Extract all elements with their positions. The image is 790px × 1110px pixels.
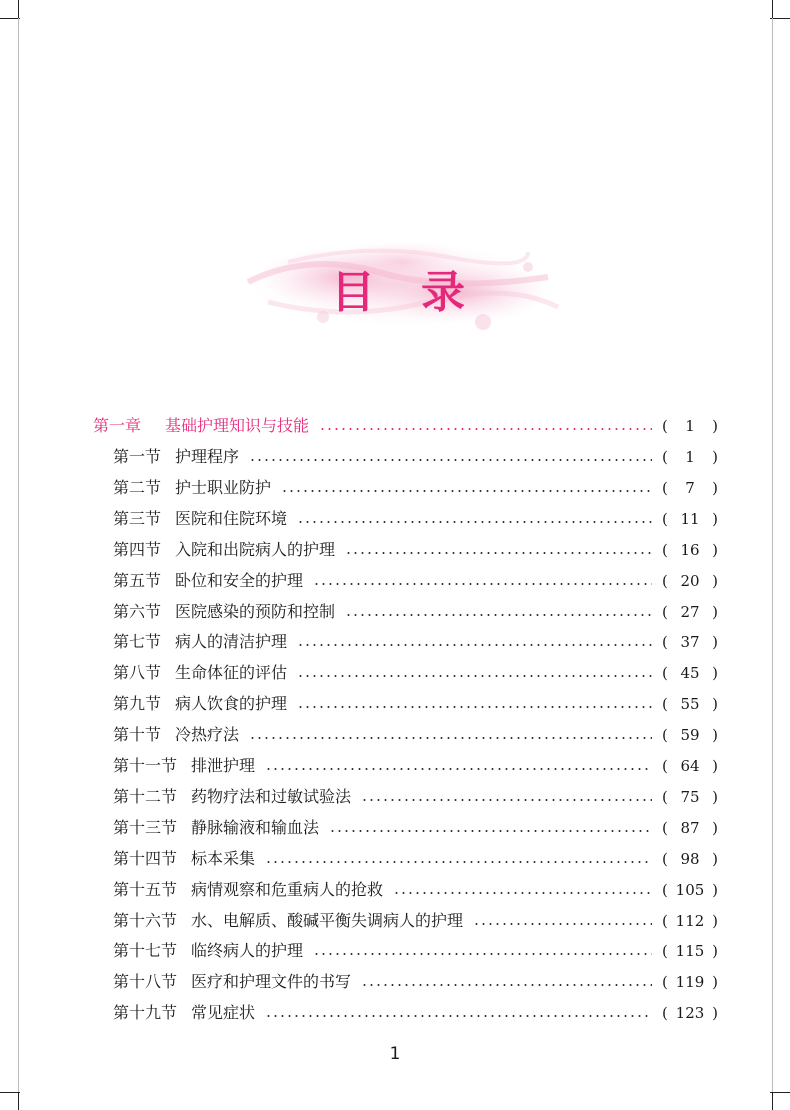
section-label: 生命体征的评估 — [175, 663, 288, 683]
section-label: 卧位和安全的护理 — [175, 570, 304, 590]
section-label: 静脉输液和输血法 — [191, 817, 320, 837]
page-ref: ( 20 ) — [662, 566, 718, 596]
page-number: 112 — [675, 911, 705, 930]
toc-section-row[interactable] — [113, 844, 718, 874]
toc-chapter-row[interactable] — [93, 411, 718, 441]
page-number: 98 — [680, 849, 700, 868]
section-number: 第七节 — [113, 632, 162, 652]
toc-section-row[interactable] — [113, 473, 718, 503]
toc-section-row[interactable] — [113, 936, 718, 966]
section-number: 第十三节 — [113, 817, 178, 837]
page-number: 45 — [680, 664, 700, 683]
toc-section-row[interactable] — [113, 720, 718, 750]
dot-leader — [345, 552, 652, 554]
dot-leader — [297, 706, 652, 708]
page-ref: ( 123 ) — [662, 998, 718, 1028]
dot-leader — [249, 459, 652, 461]
page-ref: ( 1 ) — [662, 411, 718, 441]
toc-section-row[interactable] — [113, 751, 718, 781]
page-border-left — [18, 18, 19, 1092]
toc-section-row[interactable] — [113, 566, 718, 596]
section-number: 第四节 — [113, 539, 162, 559]
toc-section-row[interactable] — [113, 627, 718, 657]
page-number: 7 — [685, 478, 695, 497]
page-ref: ( 16 ) — [662, 535, 718, 565]
page-number: 115 — [675, 942, 705, 961]
page-ref: ( 55 ) — [662, 689, 718, 719]
section-label: 护理程序 — [175, 447, 240, 466]
dot-leader — [319, 428, 652, 430]
section-number: 第十九节 — [113, 1003, 178, 1023]
dot-leader — [393, 892, 652, 894]
section-number: 第五节 — [113, 570, 162, 590]
page-number: 11 — [680, 509, 700, 528]
page-number: 37 — [680, 633, 700, 652]
section-number: 第十五节 — [113, 879, 178, 899]
page-ref: ( 37 ) — [662, 627, 718, 657]
dot-leader — [361, 799, 652, 801]
section-label: 标本采集 — [191, 848, 256, 868]
page-ref: ( 115 ) — [662, 936, 718, 966]
dot-leader — [297, 521, 652, 523]
page-number: 87 — [680, 818, 700, 837]
chapter-number: 第一章 — [93, 416, 142, 435]
page-ref: ( 1 ) — [662, 442, 718, 472]
section-label: 常见症状 — [191, 1003, 256, 1023]
dot-leader — [313, 953, 652, 955]
section-label: 病人的清洁护理 — [175, 632, 288, 652]
page-ref: ( 59 ) — [662, 720, 718, 750]
section-label: 护士职业防护 — [175, 477, 272, 497]
toc-section-row[interactable] — [113, 813, 718, 843]
section-label: 排泄护理 — [191, 756, 256, 775]
dot-leader — [329, 830, 652, 832]
section-label: 医院感染的预防和控制 — [175, 601, 336, 621]
toc-section-row[interactable] — [113, 875, 718, 905]
section-label: 临终病人的护理 — [191, 941, 304, 961]
page-number: 64 — [680, 757, 700, 775]
section-number: 第八节 — [113, 663, 162, 683]
section-number: 第一节 — [113, 447, 162, 466]
page-ref: ( 7 ) — [662, 473, 718, 503]
page-title: 目录 — [331, 267, 511, 318]
crop-mark — [0, 18, 20, 19]
dot-leader — [313, 583, 652, 585]
toc-section-row[interactable] — [113, 998, 718, 1028]
section-label: 冷热疗法 — [175, 725, 240, 745]
section-number: 第十节 — [113, 725, 162, 745]
section-number: 第九节 — [113, 694, 162, 714]
toc-section-row[interactable] — [113, 782, 718, 812]
page-border-right — [772, 18, 773, 1092]
toc-section-row[interactable] — [113, 442, 718, 472]
page-number: 27 — [680, 602, 700, 621]
chapter-label: 基础护理知识与技能 — [165, 416, 310, 435]
section-label: 医院和住院环境 — [175, 508, 288, 528]
page-ref: ( 27 ) — [662, 597, 718, 627]
page-ref: ( 119 ) — [662, 967, 718, 997]
folio-page-number: 1 — [389, 1044, 401, 1064]
toc-section-row[interactable] — [113, 658, 718, 688]
section-number: 第六节 — [113, 601, 162, 621]
toc-section-row[interactable] — [113, 906, 718, 936]
page-ref: ( 87 ) — [662, 813, 718, 843]
section-label: 病情观察和危重病人的抢救 — [191, 879, 384, 899]
page-ref: ( 98 ) — [662, 844, 718, 874]
section-number: 第十七节 — [113, 941, 178, 961]
section-number: 第二节 — [113, 477, 162, 497]
crop-mark — [770, 18, 790, 19]
crop-mark — [18, 0, 19, 20]
dot-leader — [281, 490, 652, 492]
page-number: 119 — [675, 973, 705, 992]
toc-title-block — [228, 222, 568, 352]
page-number: 55 — [680, 695, 700, 714]
toc-section-row[interactable] — [113, 597, 718, 627]
toc-section-row[interactable] — [113, 504, 718, 534]
section-label: 入院和出院病人的护理 — [175, 539, 336, 559]
page-ref: ( 11 ) — [662, 504, 718, 534]
section-number: 第十一节 — [113, 756, 178, 775]
section-label: 药物疗法和过敏试验法 — [191, 786, 352, 806]
dot-leader — [473, 923, 652, 925]
crop-mark — [772, 1092, 773, 1110]
page-ref: ( 64 ) — [662, 751, 718, 781]
section-label: 医疗和护理文件的书写 — [191, 972, 352, 992]
crop-mark — [770, 1092, 790, 1093]
page-number: 75 — [680, 787, 700, 806]
dot-leader — [297, 675, 652, 677]
page-number: 16 — [680, 540, 700, 559]
dot-leader — [249, 737, 652, 739]
dot-leader — [297, 644, 652, 646]
page-ref: ( 105 ) — [662, 875, 718, 905]
page-number: 59 — [680, 726, 700, 745]
section-label: 病人饮食的护理 — [175, 694, 288, 714]
toc-section-row[interactable] — [113, 967, 718, 997]
page-ref: ( 112 ) — [662, 906, 718, 936]
page-number: 1 — [685, 448, 695, 466]
dot-leader — [361, 984, 652, 986]
dot-leader — [265, 768, 652, 770]
page-number: 123 — [675, 1004, 705, 1023]
section-number: 第十四节 — [113, 848, 178, 868]
section-label: 水、电解质、酸碱平衡失调病人的护理 — [191, 910, 464, 930]
section-number: 第十六节 — [113, 910, 178, 930]
dot-leader — [345, 614, 652, 616]
section-number: 第十二节 — [113, 786, 178, 806]
page-number: 1 — [685, 417, 695, 435]
crop-mark — [772, 0, 773, 20]
dot-leader — [265, 861, 652, 863]
page-ref: ( 45 ) — [662, 658, 718, 688]
section-number: 第十八节 — [113, 972, 178, 992]
page-ref: ( 75 ) — [662, 782, 718, 812]
crop-mark — [18, 1092, 19, 1110]
toc-section-row[interactable] — [113, 535, 718, 565]
crop-mark — [0, 1092, 20, 1093]
page-number: 20 — [680, 571, 700, 590]
section-number: 第三节 — [113, 508, 162, 528]
page-number: 105 — [675, 880, 705, 899]
toc-section-row[interactable] — [113, 689, 718, 719]
dot-leader — [265, 1015, 652, 1017]
